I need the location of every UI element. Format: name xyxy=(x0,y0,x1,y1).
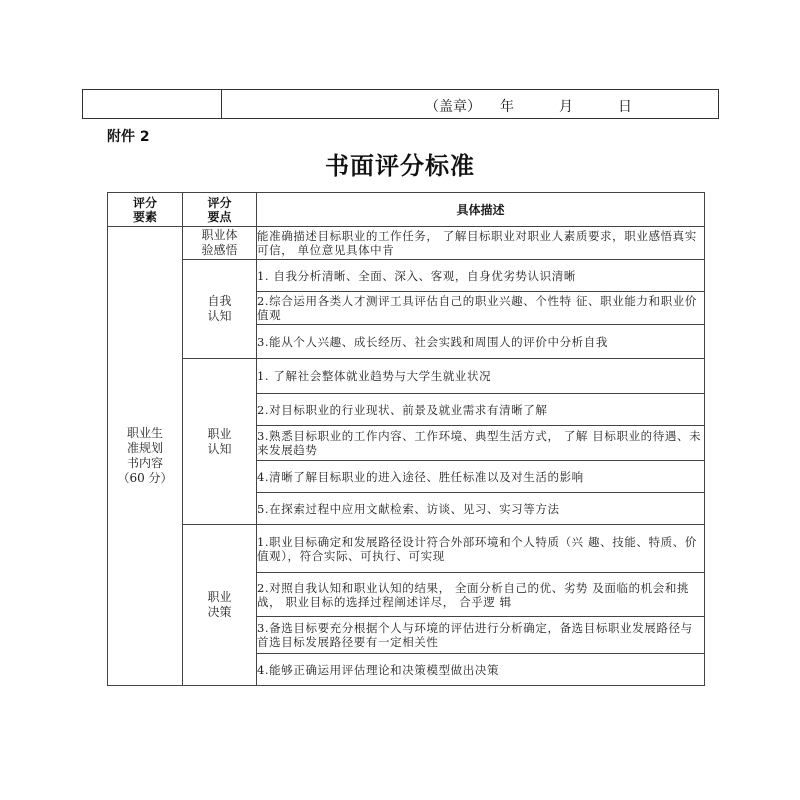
table-row xyxy=(108,227,705,260)
seal-label: （盖章） xyxy=(425,99,481,115)
table-row xyxy=(108,525,705,573)
description-cell: 3.能从个人兴趣、成长经历、社会实践和周围人的评价中分析自我 xyxy=(257,325,705,359)
point-cell-self-awareness: 自我 认知 xyxy=(183,260,257,359)
description-cell: 2.对照自我认知和职业认知的结果， 全面分析自己的优、劣势 及面临的机会和挑战， 职业目标的选择过程阐述详尽， 合乎逻 辑 xyxy=(257,573,705,617)
point-cell-career-awareness: 职业 认知 xyxy=(183,359,257,525)
header-point: 评分 要点 xyxy=(183,193,257,227)
header-description: 具体描述 xyxy=(257,193,705,227)
category-cell: 职业生 准规划 书内容 （60 分） xyxy=(108,227,183,686)
header-row xyxy=(108,193,705,227)
description-cell: 1.职业目标确定和发展路径设计符合外部环境和个人特质（兴 趣、技能、特质、价值观），符合实际、可执行、可实现 xyxy=(257,525,705,573)
description-cell: 1. 了解社会整体就业趋势与大学生就业状况 xyxy=(257,359,705,394)
day-label: 日 xyxy=(618,99,632,115)
point-cell-career-decision: 职业 决策 xyxy=(183,525,257,686)
description-cell: 3.备选目标要充分根据个人与环境的评估进行分析确定，备选目标职业发展路径与首选目标发展路径要有一定相关性 xyxy=(257,617,705,654)
year-label: 年 xyxy=(500,99,514,115)
description-cell: 5.在探索过程中应用文献检索、访谈、见习、实习等方法 xyxy=(257,493,705,525)
description-cell: 1. 自我分析清晰、全面、深入、客观，自身优劣势认识清晰 xyxy=(257,260,705,292)
table-row xyxy=(108,359,705,394)
stamp-table-date-cell xyxy=(222,90,718,118)
header-category: 评分 要素 xyxy=(108,193,183,227)
scoring-table xyxy=(107,192,705,686)
description-cell: 能准确描述目标职业的工作任务， 了解目标职业对职业人素质要求，职业感悟真实可信， 单位意见具体中肯 xyxy=(257,227,705,260)
point-cell-experience: 职业体 验感悟 xyxy=(183,227,257,260)
description-cell: 4.能够正确运用评估理论和决策模型做出决策 xyxy=(257,654,705,686)
description-cell: 2.综合运用各类人才测评工具评估自己的职业兴趣、个性特 征、职业能力和职业价值观 xyxy=(257,292,705,325)
description-cell: 4.清晰了解目标职业的进入途径、胜任标准以及对生活的影响 xyxy=(257,461,705,493)
month-label: 月 xyxy=(559,99,573,115)
document-title: 书面评分标准 xyxy=(325,152,475,180)
stamp-table xyxy=(82,89,719,119)
description-cell: 3.熟悉目标职业的工作内容、工作环境、典型生活方式， 了解 目标职业的待遇、未来发展趋势 xyxy=(257,426,705,461)
attachment-label: 附件 2 xyxy=(107,129,150,145)
table-row xyxy=(108,260,705,292)
description-cell: 2.对目标职业的行业现状、前景及就业需求有清晰了解 xyxy=(257,394,705,426)
stamp-table-blank-cell xyxy=(83,90,222,118)
